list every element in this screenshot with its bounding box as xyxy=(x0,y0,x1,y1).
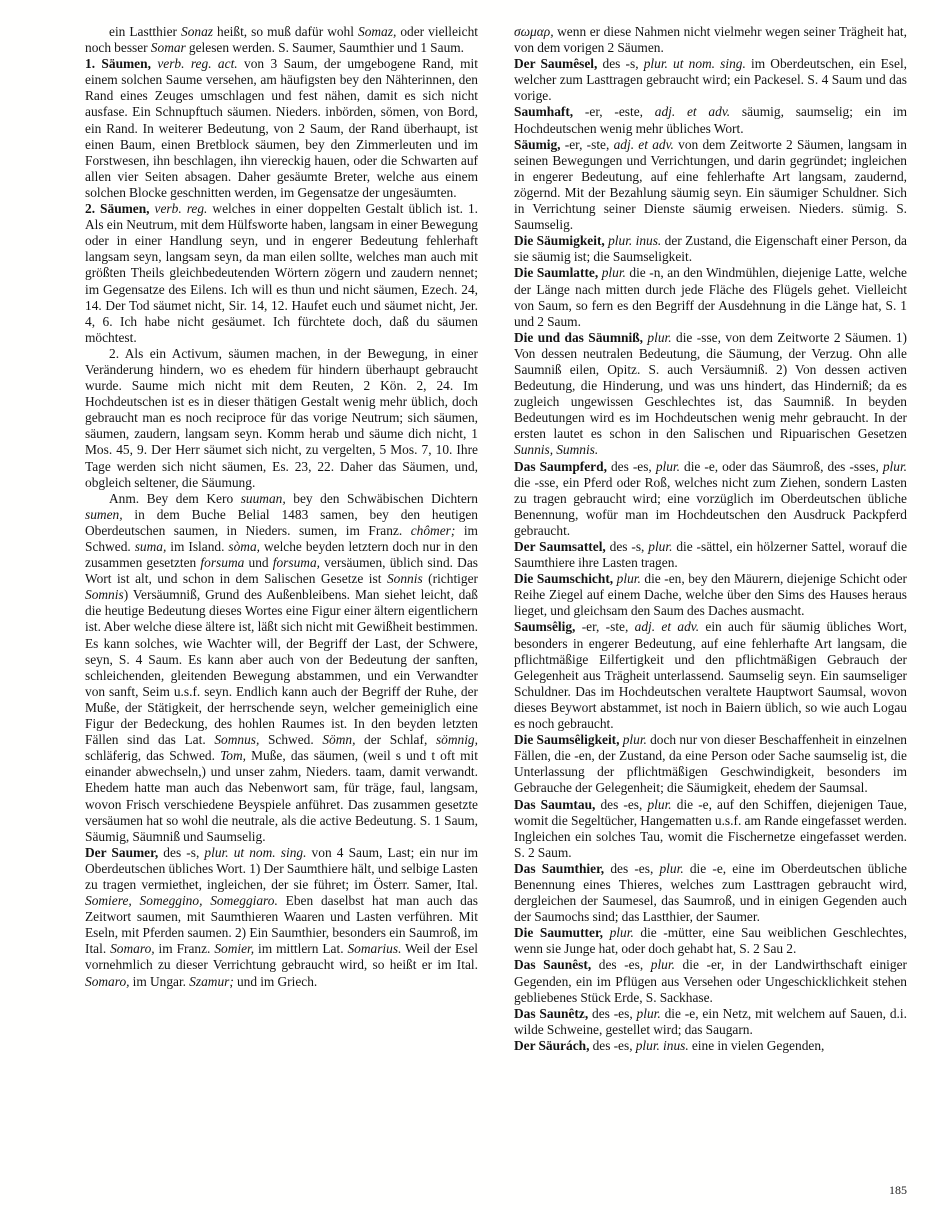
headword: Das Saumtau, xyxy=(514,796,596,812)
text-run: die -e, eine im Oberdeutschen übliche Benennung eines Thieres, welches zum Lasttragen gebraucht wird, dergleichen der Saumesel, das Saumroß, und in einigen Gegenden auch der Saumochs sind; das Lastthier, der Saumer. xyxy=(514,860,907,925)
text-run: im Oberdeutschen, ein Esel, welcher zum Lasttragen gebraucht wird; ein Packesel. S. 4 Saum und das vorige. xyxy=(514,56,907,104)
headword: 2. Säumen, xyxy=(85,201,150,217)
entry-2-saeumen-anmerkung xyxy=(85,491,478,845)
headword: Die Saumschicht, xyxy=(514,571,614,587)
text-run: der Schlaf, xyxy=(355,732,436,748)
text-run: doch nur von dieser Beschaffenheit in einzelnen Fällen, die -en, der Zustand, da eine Person oder Sache saumselig ist, die Unterlassung der pflichtmäßigen Geschwindigkeit, besonders im Gebrauche der Gelegenheit; die Säumigkeit, ehedem der Saumsal. xyxy=(514,732,907,796)
italic-term: plur. xyxy=(659,860,684,876)
entry-der-saeurach xyxy=(514,1038,907,1054)
headword: Die Saumsêligkeit, xyxy=(514,732,620,748)
headword: Saumsêlig, xyxy=(514,619,576,635)
italic-term: plur. xyxy=(648,539,673,554)
italic-term: Sonaz xyxy=(181,24,213,39)
entry-saumselig xyxy=(514,619,907,732)
entry-das-saunetz xyxy=(514,1006,907,1038)
italic-term: Somaz, xyxy=(358,24,397,39)
text-run: versäumen, üblich sind. Das Wort ist alt, und schon in dem Salischen Gesetze ist xyxy=(85,555,478,587)
italic-term: sömnig, xyxy=(435,732,478,748)
text-run: im mittlern Lat. xyxy=(254,941,348,957)
headword: Saumhaft, xyxy=(514,104,574,120)
right-column xyxy=(514,24,907,1174)
text-run: des -es, xyxy=(604,860,660,876)
text-run: eine in vielen Gegenden, xyxy=(688,1037,825,1053)
italic-term: sumen, xyxy=(85,506,123,522)
text-run: im Island. xyxy=(166,539,229,554)
entry-das-saumthier xyxy=(514,861,907,925)
text-run: im Schwed. xyxy=(85,522,478,554)
italic-term: Tom, xyxy=(220,748,247,764)
entry-das-saunest xyxy=(514,957,907,1005)
text-run: die -er, in der Landwirthschaft einiger Gegenden, ein im Pflügen aus Versehen oder Ungeschicklichkeit stehen gebliebenes Stück Erde, S. Sackhase. xyxy=(514,957,907,1005)
headword: Der Saumer, xyxy=(85,844,159,860)
text-run: des -es, xyxy=(591,957,651,973)
entry-saumhaft xyxy=(514,104,907,136)
text-run: von dem Zeitworte 2 Säumen, langsam in seinen Bewegungen und Verrichtungen, und darin gegründet; ingleichen in engerer Bedeutung, auf eine fehlerhafte Art langsam, zaudernd, zögernd. Mit der Bezahlung säumig seyn. Ein säumiger Schuldner. Sich in Verrichtung seiner Dienste säumig erweisen. Nieders. sümig. S. Saumselig. xyxy=(514,136,907,233)
italic-term: plur. xyxy=(636,1005,661,1021)
text-run: die -sse, von dem Zeitworte 2 Säumen. 1) Von dessen neutralen Bedeutung, die Säumung, der Verzug. Ohn alle Saumniß eilen, Opitz. S. auch Versäumniß. 2) Von dessen activen Bedeutung, die Hinderung, und was uns hindert, das Hinderniß; da es zugleich ungewissen Geschlechtes ist, das Saumniß. In beyden Bedeutungen wird es im Hochdeutschen wenig mehr gebraucht. In der ersten lautet es schon in den Salischen und Ripuarischen Gesetzen xyxy=(514,329,907,442)
entry-2-saeumen xyxy=(85,201,478,346)
headword: Der Saumêsel, xyxy=(514,56,598,72)
text-run: Eben daselbst hat man auch das Zeitwort saumen, mit Saumthieren Waaren und Lasten verführen. Mit Eseln, mit Pferden saumen. 2) Ein Saumthier, besonders ein Saumroß, im Ital. xyxy=(85,893,478,957)
italic-term: Somnis xyxy=(85,587,124,603)
text-run: die -e, oder das Säumroß, des -sses, xyxy=(680,458,883,474)
text-run: von 3 Saum, der umgebogene Rand, mit einem solchen Saume versehen, am häufigsten bey den Nähterinnen, den Rand eines Zeuges umschlagen und fest nähen, damit es sich nicht ausfase. Ein Schnupftuch säumen. Nieders. inbörden, sömen, von Bord, ein Rand. In weiterer Bedeutung, von 2 Saum, der Rand überhaupt, ist einen Baum, einen Bretblock säumen, bey den Zimmerleuten und im Forstwesen, ihn beschlagen, ihn viereckig hauen, oder die Schwarten auf allen vier Seiten absagen. Daher gesäumte Breter, welche aus einem solchen Blocke geschnitten werden, im Gegensatze der ungesäumten. xyxy=(85,56,478,200)
italic-term: Somar xyxy=(150,40,186,56)
headword: Das Saunêtz, xyxy=(514,1005,589,1021)
text-run: -er, -ste, xyxy=(575,619,635,635)
italic-term: Sömn, xyxy=(322,732,356,748)
text-run: Weil der Esel vornehmlich zu dieser Verrichtung gebraucht wird, so heißt er im Ital. xyxy=(85,941,478,973)
italic-term: plur. xyxy=(622,732,647,748)
italic-term: plur. inus. xyxy=(635,1037,689,1053)
italic-term: plur. ut nom. sing. xyxy=(643,56,746,72)
headword: Die Säumigkeit, xyxy=(514,233,605,249)
headword: Das Saumthier, xyxy=(514,860,605,876)
text-run: heißt, so muß dafür wohl xyxy=(213,24,358,39)
italic-term: plur. ut nom. sing. xyxy=(204,844,307,860)
headword: Die und das Säumniß, xyxy=(514,329,643,345)
entry-der-saumesel xyxy=(514,56,907,104)
entry-die-saumschicht xyxy=(514,571,907,619)
text-run: ) Versäumniß, Grund des Außenbleibens. Man siehet leicht, daß die heutige Bedeutung dieses Wortes eine Figur einer ältern eigentlichern ist. Aber welche diese ältere ist, läßt sich nicht mit Gewißheit bestimmen. Es kann solches, wie Wachter will, der Begriff der Last, der Schwere, seyn, S. 4 Saum. Es kann aber auch von der Bedeutung der sanften, schleichenden, gleitenden Bewegung abstammen, und ein Verwandter von sanft, Seim u.s.f. seyn. Endlich kann auch der Begriff der Ruhe, der Muße, der Stätigkeit, der herrschende seyn, welcher gemeiniglich eine Figur der Bedeckung, des hohlen Raumes ist. In den beyden letzten Fällen sind das Lat. xyxy=(85,587,478,748)
text-run: gelesen werden. S. Saumer, Saumthier und 1 Saum. xyxy=(185,40,465,56)
text-run: die -sse, ein Pferd oder Roß, welches nicht zum Ziehen, sondern Lasten zu tragen gebraucht wird; eine vorzüglich im Oberdeutschen übliche Benennung, wofür man im Hochdeutschen den Ausdruck Packpferd gebraucht. xyxy=(514,474,907,538)
headword: Säumig, xyxy=(514,136,561,152)
text-run: von 4 Saum, Last; ein nur im Oberdeutschen übliches Wort. 1) Der Saumthiere hält, und selbige Lasten zu tragen vermiethet, ingleichen, der sie führet; im Österr. Samer, Ital. xyxy=(85,844,478,892)
entry-saeumniss xyxy=(514,330,907,459)
text-run: des -es, xyxy=(595,796,648,812)
text-run: die -e, auf den Schiffen, diejenigen Taue, womit die Segeltücher, Hangematten u.s.f. am Rande eingefasset werden. Ingleichen ein solches Tau, womit die Fischernetze eingefasset werden. S. 2 Saum. xyxy=(514,796,907,860)
text-columns xyxy=(85,24,907,1174)
text-run: 2. Als ein Activum, säumen machen, in der Bewegung, in einer Veränderung hindern, wo es ehedem für hindern überhaupt gebraucht wurde. Saume mich nicht mit dem Reuten, 2 Kön. 2, 24. Im Hochdeutschen ist es in dieser thätigen Gestalt wenig mehr üblich, doch gebraucht man es noch reciproce für das vorige Neutrum; sich säumen, säumen, zaudern, langsam seyn. Komm herab und säume dich nicht, 1 Mos. 45, 9. Der Herr säumet sich nicht, zu vergelten, 5 Mos. 7, 10. Ihre Tage werden sich nicht säumen, Es. 23, 22. Daher das Säumen, und, obgleich seltener, die Säumung. xyxy=(85,345,478,490)
italic-term: plur. xyxy=(616,571,641,587)
italic-term: forsuma, xyxy=(272,555,321,571)
entry-der-saumsattel xyxy=(514,539,907,571)
headword: 1. Säumen, xyxy=(85,56,151,72)
italic-term: forsuma xyxy=(200,555,245,571)
text-run: die -mütter, eine Sau weiblichen Geschlechtes, wenn sie Junge hat, oder doch gehabt hat, S. 2 Sau 2. xyxy=(514,925,907,957)
entry-die-saeumigkeit xyxy=(514,233,907,265)
italic-term: sòma, xyxy=(228,539,261,554)
italic-term: Somaro, xyxy=(85,973,130,989)
italic-term: σωμαρ, xyxy=(514,24,554,39)
text-run: ein Lastthier xyxy=(109,24,181,39)
text-run: säumig, saumselig; ein im Hochdeutschen wenig mehr übliches Wort. xyxy=(514,104,907,136)
text-run: ein auch für säumig übliches Wort, besonders in engerer Bedeutung, auf eine fehlerhafte Art langsam, die pflichtmäßige Eilfertigkeit und den pflichtmäßigen Gebrauch der Gelegenheit aus Trägheit unterlassend. Saumselig seyn. Ein saumseliger Schuldner. Das im Hochdeutschen veraltete Hauptwort Saumsal, wovon dieses Beywort abstammet, ist noch in Baiern üblich, so wie auch Logau es noch gebraucht. xyxy=(514,619,907,732)
headword: Das Saumpferd, xyxy=(514,458,607,474)
italic-term: plur. xyxy=(647,796,672,812)
text-run: welche beyden letztern doch nur in den zusammen gesetzten xyxy=(85,539,478,571)
italic-term: plur. xyxy=(655,458,680,474)
text-run: Anm. Bey dem Kero xyxy=(109,490,241,506)
italic-term: plur. xyxy=(882,458,907,474)
headword: Die Saumutter, xyxy=(514,925,604,941)
text-run: des -s, xyxy=(597,56,644,72)
text-run: bey den Schwäbischen Dichtern xyxy=(285,490,478,506)
italic-term: adj. et adv. xyxy=(613,136,674,152)
text-run: die -en, bey den Mäurern, diejenige Schicht oder Reihe Ziegel auf einem Dache, welche über den Sims des Hauses heraus lieget, und gleichsam den Saum des Daches ausmacht. xyxy=(514,571,907,619)
text-run: Muße, das säumen, (weil s und t oft mit einander abwechseln,) und unser zahm, Nieders. taam, damit verwandt. Ehedem hatte man auch das Nebenwort sam, für träge, faul, langsam, wovon Frisch verschiedene Beyspiele anführet. Das zusammen gesetzte versäumen hat so wohl die neutrale, als die active Bedeutung. S. 1 Saum, Säumig, Säumniß und Saumselig. xyxy=(85,748,478,844)
italic-term: Sonnis xyxy=(386,571,423,587)
text-run: -er, -este, xyxy=(573,104,655,120)
text-run: des -es, xyxy=(589,1037,636,1053)
text-run: des -s, xyxy=(158,844,205,860)
text-run: des -es, xyxy=(588,1005,637,1021)
text-run: die -sättel, ein hölzerner Sattel, worauf die Saumthiere ihre Lasten tragen. xyxy=(514,539,907,571)
entry-die-saumutter xyxy=(514,925,907,957)
text-run: und xyxy=(244,555,273,571)
italic-term: adj. et adv. xyxy=(654,104,731,120)
entry-die-saumseligkeit xyxy=(514,732,907,796)
italic-term: plur. xyxy=(601,265,626,281)
headword: Der Saumsattel, xyxy=(514,539,606,554)
text-run: wenn er diese Nahmen nicht vielmehr wegen seiner Trägheit hat, von dem vorigen 2 Säumen. xyxy=(514,24,907,56)
text-run: des -s, xyxy=(605,539,649,554)
entry-1-saeumen xyxy=(85,56,478,201)
italic-term: Somnus, xyxy=(214,732,260,748)
headword: Das Saunêst, xyxy=(514,957,592,973)
italic-term: verb. reg. xyxy=(154,201,208,217)
entry-der-saumer xyxy=(85,845,478,990)
italic-term: Somier, xyxy=(214,941,255,957)
continued-entry-saumer-greek xyxy=(514,24,907,56)
text-run: -er, -ste, xyxy=(560,136,614,152)
italic-term: adj. et adv. xyxy=(634,619,700,635)
italic-term: chômer; xyxy=(410,522,456,538)
text-run xyxy=(603,925,610,940)
page-number: 185 xyxy=(889,1183,907,1197)
text-run: Schwed. xyxy=(259,732,323,748)
italic-term: Szamur; xyxy=(189,973,234,989)
italic-term: suma, xyxy=(134,539,167,554)
left-column xyxy=(85,24,478,1174)
italic-term: Somarius. xyxy=(347,941,402,957)
italic-term: suuman, xyxy=(240,490,286,506)
text-run: die -e, ein Netz, mit welchem auf Sauen, d.i. wilde Schweine, gestellet wird; das Saugarn. xyxy=(514,1005,907,1037)
text-run: in dem Buche Belial 1483 samen, bey den heutigen Oberdeutschen saumen, in Nieders. sumen, im Franz. xyxy=(85,506,478,538)
italic-term: Somaro, xyxy=(110,941,155,957)
headword: Der Säurách, xyxy=(514,1037,590,1053)
text-run: die -n, an den Windmühlen, diejenige Latte, welche der Länge nach mitten durch jede Fläche des Flügels gehet. Vielleicht von Saum, so fern es den Begriff der Ausdehnung in die Länge hat, S. 1 und 2 Saum. xyxy=(514,265,907,329)
text-run: oder vielleicht noch besser xyxy=(85,24,478,56)
entry-2-saeumen-activum xyxy=(85,346,478,491)
text-run: des -es, xyxy=(606,458,656,474)
italic-term: verb. reg. act. xyxy=(157,56,238,72)
text-run: im Ungar. xyxy=(129,973,190,989)
entry-saeumig xyxy=(514,137,907,234)
italic-term: Sunnis, Sumnis. xyxy=(514,442,599,458)
entry-das-saumtau xyxy=(514,797,907,861)
text-run: der Zustand, die Eigenschaft einer Person, da sie säumig ist; die Saumseligkeit. xyxy=(514,233,907,265)
text-run: welches in einer doppelten Gestalt üblich ist. 1. Als ein Neutrum, mit dem Hülfsworte haben, langsam in einer Bewegung oder in einer Handlung seyn, und in engerer Bedeutung fehlerhaft langsam seyn, langsam seyn, da man eilen sollte, welches man auch mit größten Theils gleichbedeutenden Wörtern zögern und zaudern nennet; im Gegensatze des Eilens. Ich will es thun und nicht säumen, Ezech. 24, 14. Der Tod säumet nicht, Sir. 14, 12. Haufet euch und säumet nicht, Jer. 4, 6. Ich habe nicht gesäumet. Ich fürchtete doch, daß du säumen möchtest. xyxy=(85,201,478,345)
text-run: im Franz. xyxy=(154,941,215,957)
italic-term: plur. xyxy=(609,925,634,941)
italic-term: Somiere, Someggino, Someggiaro. xyxy=(85,893,278,909)
continued-entry-somar xyxy=(85,24,478,56)
italic-term: plur. xyxy=(647,329,672,345)
text-run: (richtiger xyxy=(422,571,478,587)
entry-das-saumpferd xyxy=(514,459,907,539)
headword: Die Saumlatte, xyxy=(514,265,599,281)
entry-die-saumlatte xyxy=(514,265,907,329)
text-run: schläferig, das Schwed. xyxy=(85,748,221,764)
italic-term: plur. xyxy=(650,957,675,973)
italic-term: plur. inus. xyxy=(608,233,662,249)
text-run: und im Griech. xyxy=(233,973,318,989)
